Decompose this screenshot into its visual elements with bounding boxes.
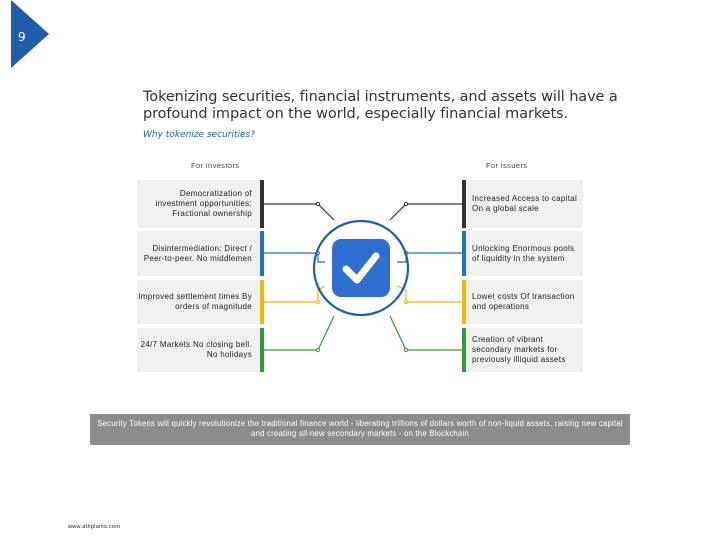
section-subtitle: Why tokenize securities? [143, 130, 256, 140]
issuer-card-2 [462, 231, 583, 276]
footer-url[interactable]: www.athplains.com [68, 524, 121, 530]
investor-card-text: Democratization of investment opportunities: Fractional ownership [155, 189, 252, 218]
check-icon [314, 221, 408, 315]
issuer-card-text: Lower costs Of transaction and operations [472, 292, 575, 311]
issuer-card-1 [462, 180, 583, 228]
investor-card-text: Improved settlement times By orders of magnitude [138, 292, 252, 311]
connector-left-1 [264, 204, 334, 220]
issuer-card-text: Unlocking Enormous pools of liquidity in the system [472, 243, 575, 263]
connector-right-1 [390, 204, 462, 220]
issuer-card-text: Creation of vibrant secondary markets for previously illiquid assets [472, 335, 566, 364]
issuer-card-3 [462, 280, 583, 324]
page-title: Tokenizing securities, financial instruments, and assets will have a profound impact on the world, especially financial markets. [143, 89, 618, 122]
connector-right-3 [397, 286, 462, 302]
connector-left-4 [264, 316, 334, 350]
investors-heading: For investors [191, 161, 240, 170]
issuer-card-text: Increased Access to capital On a global scale [472, 194, 578, 213]
investor-card-2 [137, 231, 264, 276]
investor-card-4 [137, 328, 264, 372]
connector-right-4 [390, 316, 462, 350]
issuer-card-4 [462, 328, 583, 372]
summary-banner: Security Tokens will quickly revolutionize the traditional finance world - liberating trillions of dollars worth of non-liquid assets, raising new capital and creating all-new secondary markets - on the Blockchain [90, 414, 630, 445]
investor-card-3 [137, 280, 264, 324]
issuers-heading: For issuers [486, 161, 528, 170]
page-number: 9 [18, 30, 26, 44]
investor-card-1 [137, 180, 264, 228]
investor-card-text: 24/7 Markets No closing bell. No holidays [140, 340, 252, 359]
investor-card-text: Disintermediation: Direct / Peer-to-peer. No middlemen [143, 243, 252, 263]
connector-left-3 [264, 286, 325, 302]
